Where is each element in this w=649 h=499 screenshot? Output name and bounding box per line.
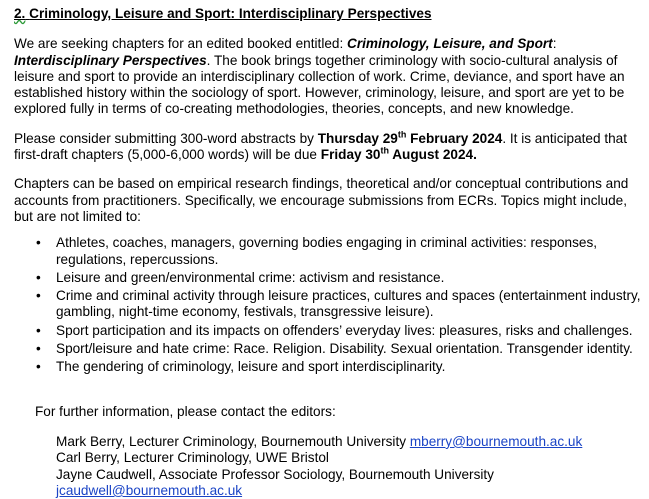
intro-colon: : — [552, 36, 557, 52]
editor-carl-berry — [56, 450, 644, 466]
contact-intro: For further information, please contact the editors: — [35, 403, 336, 419]
book-title-sub: Interdisciplinary Perspectives — [14, 52, 207, 68]
editor-details: Jayne Caudwell, Associate Professor Sociology, Bournemouth University — [56, 466, 494, 482]
abstract-deadline-sup: th — [397, 129, 407, 140]
chapter-deadline-sup: th — [380, 145, 389, 156]
topic-text: The gendering of criminology, leisure and sport interdisciplinarity. — [56, 359, 446, 375]
intro-rest: . The book brings together criminology with socio-cultural analysis of leisure and sport to provide an interdisciplinary collection of work. Crime, deviance, and sport have an established history within the sociology of sport. However, criminology, leisure, and sport are yet to be explored fully in terms of co-creating methodologies, theories, concepts, and new knowledge. — [14, 52, 625, 117]
chapter-deadline-day: Friday 30 — [320, 147, 381, 163]
bullet-icon: • — [36, 235, 41, 251]
chapter-deadline-rest: August 2024. — [388, 147, 477, 163]
email-link[interactable]: mberry@bournemouth.ac.uk — [409, 433, 583, 449]
topic-text: Athletes, coaches, managers, governing bodies engaging in criminal activities: responses, regulations, repercussions. — [56, 235, 598, 267]
bullet-icon: • — [36, 341, 41, 357]
intro-lead: We are seeking chapters for an edited booked entitled: — [14, 36, 348, 52]
topic-text: Leisure and green/environmental crime: activism and resistance. — [56, 269, 445, 285]
editor-details: Mark Berry, Lecturer Criminology, Bournemouth University — [56, 433, 410, 449]
chapter-deadline — [321, 147, 477, 162]
list-item — [14, 341, 644, 357]
topic-text: Sport participation and its impacts on offenders’ everyday lives: pleasures, risks and challenges. — [56, 322, 633, 338]
abstract-deadline — [318, 131, 503, 146]
editors-list — [56, 434, 644, 499]
editor-details: Carl Berry, Lecturer Criminology, UWE Bristol — [56, 450, 329, 466]
list-item — [14, 270, 644, 286]
topics-list — [14, 235, 644, 375]
section-number: 2. — [14, 6, 26, 21]
abstract-deadline-rest: February 2024 — [406, 130, 503, 146]
email-link[interactable]: jcaudwell@bournemouth.ac.uk — [56, 482, 243, 498]
document-page — [14, 6, 644, 499]
topic-text: Crime and criminal activity through leisure practices, cultures and spaces (entertainment industry, gambling, night-time economy, festivals, transgressive leisure). — [56, 288, 641, 320]
bullet-icon: • — [36, 288, 41, 304]
deadlines-text-2: . It is anticipated that first-draft chapters (5,000-6,000 words) will be due — [14, 130, 627, 163]
editor-jayne-caudwell-email — [56, 483, 644, 499]
topic-text: Sport/leisure and hate crime: Race. Religion. Disability. Sexual orientation. Transgender identity. — [56, 341, 633, 357]
section-title: Criminology, Leisure and Sport: Interdisciplinary Perspectives — [29, 6, 432, 21]
abstract-deadline-day: Thursday 29 — [317, 130, 398, 146]
list-item — [14, 359, 644, 375]
section-heading — [14, 6, 644, 22]
deadlines-paragraph — [14, 131, 644, 164]
bullet-icon: • — [36, 359, 41, 375]
deadlines-text-1: Please consider submitting 300-word abstracts by — [14, 130, 318, 146]
editor-mark-berry — [56, 434, 644, 450]
bullet-icon: • — [36, 269, 41, 285]
list-item — [14, 323, 644, 339]
list-item — [14, 288, 644, 321]
list-item — [14, 235, 644, 268]
book-title-main: Criminology, Leisure, and Sport — [347, 36, 553, 52]
intro-paragraph — [14, 36, 644, 117]
bullet-icon: • — [36, 322, 41, 338]
editor-jayne-caudwell — [56, 467, 644, 483]
chapters-paragraph: Chapters can be based on empirical research findings, theoretical and/or conceptual contributions and accounts from practitioners. Specifically, we encourage submissions from ECRs. Topics might include, but are not limited to: — [14, 176, 629, 224]
